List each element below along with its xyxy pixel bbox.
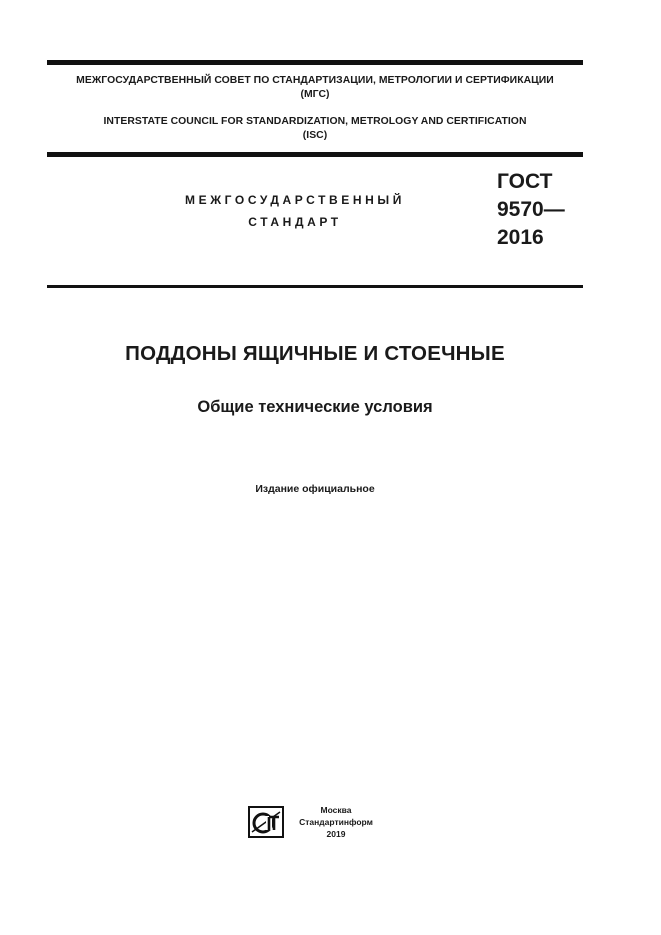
document-subtitle: Общие технические условия [197, 398, 433, 416]
council-russian-abbr: (МГС) [300, 89, 330, 100]
council-english-name: INTERSTATE COUNCIL FOR STANDARDIZATION, METROLOGY AND CERTIFICATION [103, 116, 527, 127]
standard-label-line1: МЕЖГОСУДАРСТВЕННЫЙ [185, 193, 405, 207]
imprint-year: 2019 [326, 829, 346, 839]
council-english-abbr: (ISC) [302, 130, 328, 141]
council-russian [47, 74, 583, 102]
designation-rule [47, 285, 583, 288]
standartinform-logo-icon [248, 806, 284, 838]
gost-designation [497, 168, 565, 252]
gost-designation-number: 9570— [497, 198, 565, 221]
top-rule [47, 60, 583, 65]
edition-note: Издание официальное [255, 483, 375, 495]
document-title: ПОДДОНЫ ЯЩИЧНЫЕ И СТОЕЧНЫЕ [125, 342, 505, 365]
standard-label-line2: СТАНДАРТ [248, 215, 342, 229]
imprint [296, 804, 376, 840]
imprint-publisher: Стандартинформ [299, 817, 373, 827]
imprint-city: Москва [320, 805, 352, 815]
gost-designation-year: 2016 [497, 226, 544, 249]
header-bottom-rule [47, 152, 583, 157]
standard-label [150, 189, 440, 233]
council-english [47, 115, 583, 143]
council-russian-name: МЕЖГОСУДАРСТВЕННЫЙ СОВЕТ ПО СТАНДАРТИЗАЦИИ, МЕТРОЛОГИИ И СЕРТИФИКАЦИИ [76, 75, 554, 86]
gost-designation-prefix: ГОСТ [497, 170, 553, 193]
